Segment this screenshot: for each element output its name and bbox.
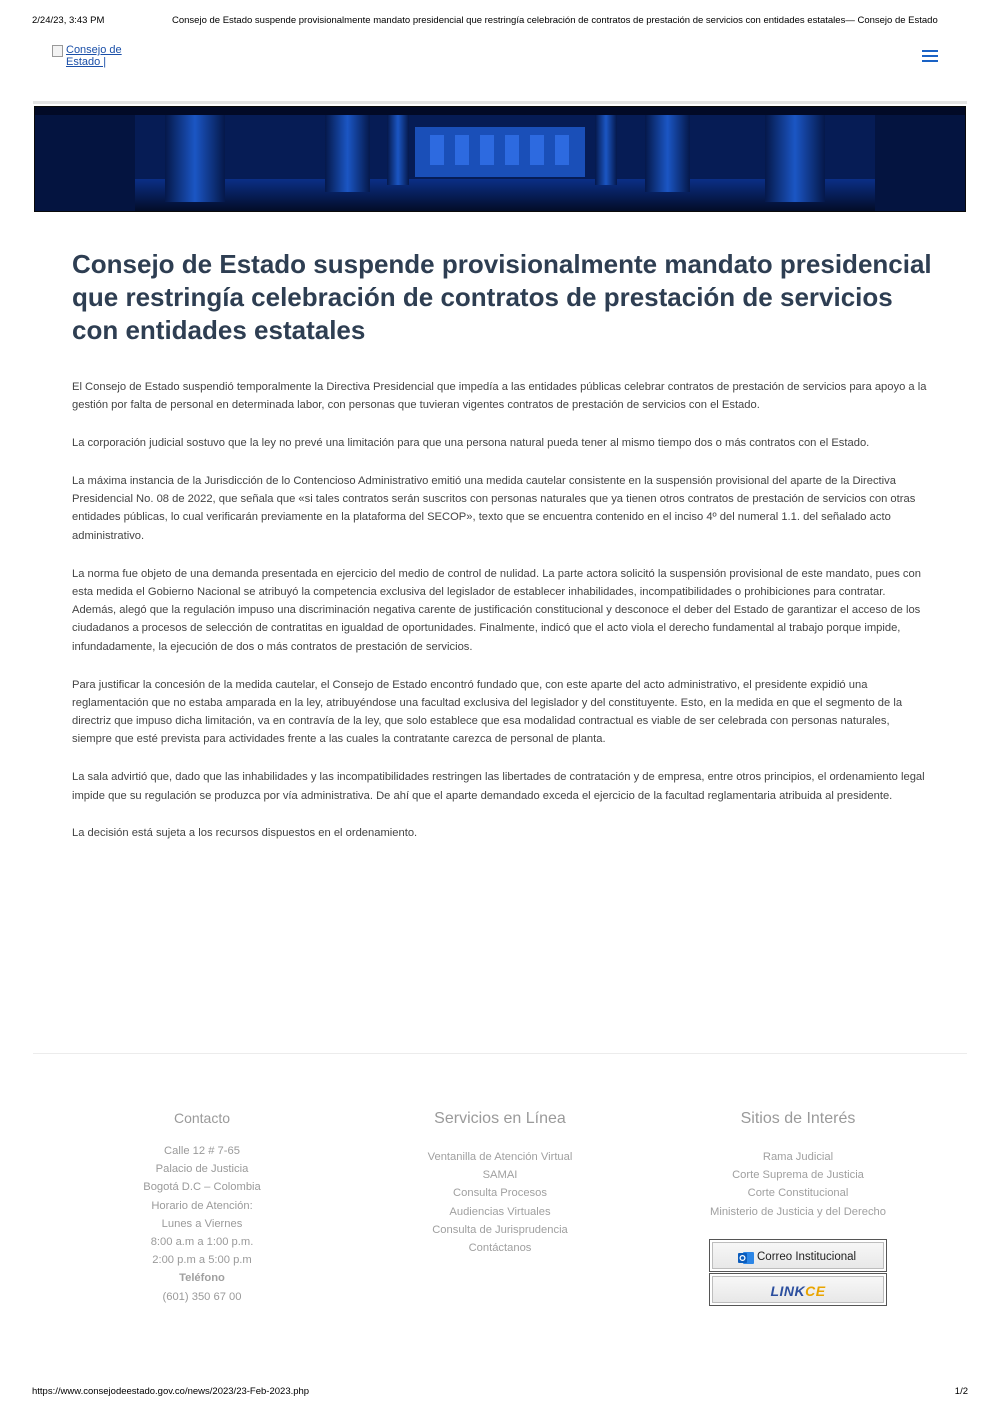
outlook-icon [738,1251,754,1265]
linkce-suffix: CE [805,1283,826,1299]
sites-heading: Sitios de Interés [740,1110,856,1127]
broken-image-icon [52,45,63,57]
site-logo[interactable] [52,44,130,70]
article-body [72,378,932,862]
print-datetime: 2/24/23, 3:43 PM [32,15,105,26]
article-title: Consejo de Estado suspende provisionalmente mandato presidencial que restringía celebración de contratos de prestación de servicios con entidades estatales [72,249,932,345]
contact-line: 2:00 p.m a 5:00 p.m [152,1254,252,1267]
linkce-button[interactable] [709,1273,887,1306]
footer-contact [72,1110,332,1306]
article-paragraph: La decisión está sujeta a los recursos dispuestos en el ordenamiento. [72,827,418,840]
site-link[interactable]: Corte Constitucional [747,1187,849,1200]
contact-line: Bogotá D.C – Colombia [143,1181,261,1194]
phone-label: Teléfono [179,1272,225,1285]
linkce-logo [713,1283,883,1299]
service-link[interactable]: Consulta de Jurisprudencia [432,1223,568,1236]
phone-number: (601) 350 67 00 [162,1290,242,1303]
print-page-title: Consejo de Estado suspende provisionalmente mandato presidencial que restringía celebración de contratos de prestación de servicios con entidades estatales— Consejo de Estado [172,15,938,26]
site-link[interactable]: Corte Suprema de Justicia [732,1169,864,1182]
institutional-mail-button[interactable] [709,1239,887,1272]
article-paragraph: La máxima instancia de la Jurisdicción de lo Contencioso Administrativo emitió una medida cautelar consistente en la suspensión provisional del aparte de la Directiva Presidencial No. 08 de 2022, que señala que «si tales contratos serán suscritos con personas naturales que ya tienen otros contratos de prestación de servicios con otras entidades públicas, lo cual verificarán previamente en la plataforma del SECOP», texto que se encuentra contenido en el inciso 4º del numeral 1.1. del señalado acto administrativo. [72,474,916,542]
header-divider [33,101,967,104]
linkce-prefix: LINK [770,1283,806,1299]
service-link[interactable]: SAMAI [482,1169,518,1182]
footer-services [370,1110,630,1257]
article-paragraph: La norma fue objeto de una demanda presentada en ejercicio del medio de control de nulidad. La parte actora solicitó la suspensión provisional de este mandato, pues con esta medida el Gobierno Nacional se atribuyó la competencia exclusiva del legislador de establecer inhabilidades, incompatibilidades o prohibiciones para contratar. Además, alegó que la regulación impuso una discriminación negativa carente de justificación constitucional y desconoce el deber del Estado de garantizar el acceso de los ciudadanos a procesos de selección de contratitas en igualdad de oportunidades. Finalmente, indicó que el acto viola el derecho fundamental al trabajo porque impide, infundadamente, la ejecución de dos o más contratos de prestación de servicios. [72,567,921,653]
service-link[interactable]: Audiencias Virtuales [449,1205,551,1218]
article-paragraph: La corporación judicial sostuvo que la ley no prevé una limitación para que una persona natural pueda tener al mismo tiempo dos o más contratos con el Estado. [72,437,870,450]
print-page-number: 1/2 [954,1386,968,1397]
service-link[interactable]: Consulta Procesos [453,1187,547,1200]
print-url: https://www.consejodeestado.gov.co/news/2023/23-Feb-2023.php [32,1386,310,1397]
mail-button-label: Correo Institucional [757,1251,857,1263]
hero-banner-image [34,106,966,212]
services-heading: Servicios en Línea [434,1110,566,1127]
service-link[interactable]: Contáctanos [468,1242,532,1255]
contact-line: Horario de Atención: [151,1199,253,1212]
site-link[interactable]: Rama Judicial [762,1151,834,1163]
article-paragraph: El Consejo de Estado suspendió temporalmente la Directiva Presidencial que impedía a las entidades públicas celebrar contratos de prestación de servicios para apoyo a la gestión por falta de personal en determinada labor, con personas que tuvieran vigentes contratos de prestación de servicios con el Estado. [72,381,927,412]
contact-heading: Contacto [173,1110,231,1126]
logo-alt-text: Consejo de Estado | [66,44,122,68]
site-link[interactable]: Ministerio de Justicia y del Derecho [710,1205,886,1218]
footer-sites [668,1110,928,1221]
hamburger-menu-icon[interactable] [922,50,938,64]
contact-line: Palacio de Justicia [155,1163,249,1176]
footer-divider [33,1053,967,1054]
contact-line: Calle 12 # 7-65 [164,1145,240,1157]
article-paragraph: La sala advirtió que, dado que las inhabilidades y las incompatibilidades restringen las libertades de contratación y de empresa, entre otros principios, el ordenamiento legal impide que su regulación se produzca por vía administrativa. De ahí que el aparte demandado exceda el ejercicio de la facultad reglamentaria atribuida al presidente. [72,771,925,802]
service-link[interactable]: Ventanilla de Atención Virtual [427,1151,573,1163]
contact-line: Lunes a Viernes [161,1217,243,1230]
contact-line: 8:00 a.m a 1:00 p.m. [150,1236,254,1249]
article-paragraph: Para justificar la concesión de la medida cautelar, el Consejo de Estado encontró fundado que, con este aparte del acto administrativo, el presidente expidió una reglamentación que no estaba amparada en la ley, atribuyéndose una facultad exclusiva del legislador y del constituyente. Esto, en la medida en que el segmento de la directriz que impuso dicha limitación, va en contravía de la ley, que solo establece que esa modalidad contractual es viable de ser celebrada con personas naturales, siempre que esté prevista para actividades frente a las cuales la contratante carezca de personal de planta. [72,678,903,746]
